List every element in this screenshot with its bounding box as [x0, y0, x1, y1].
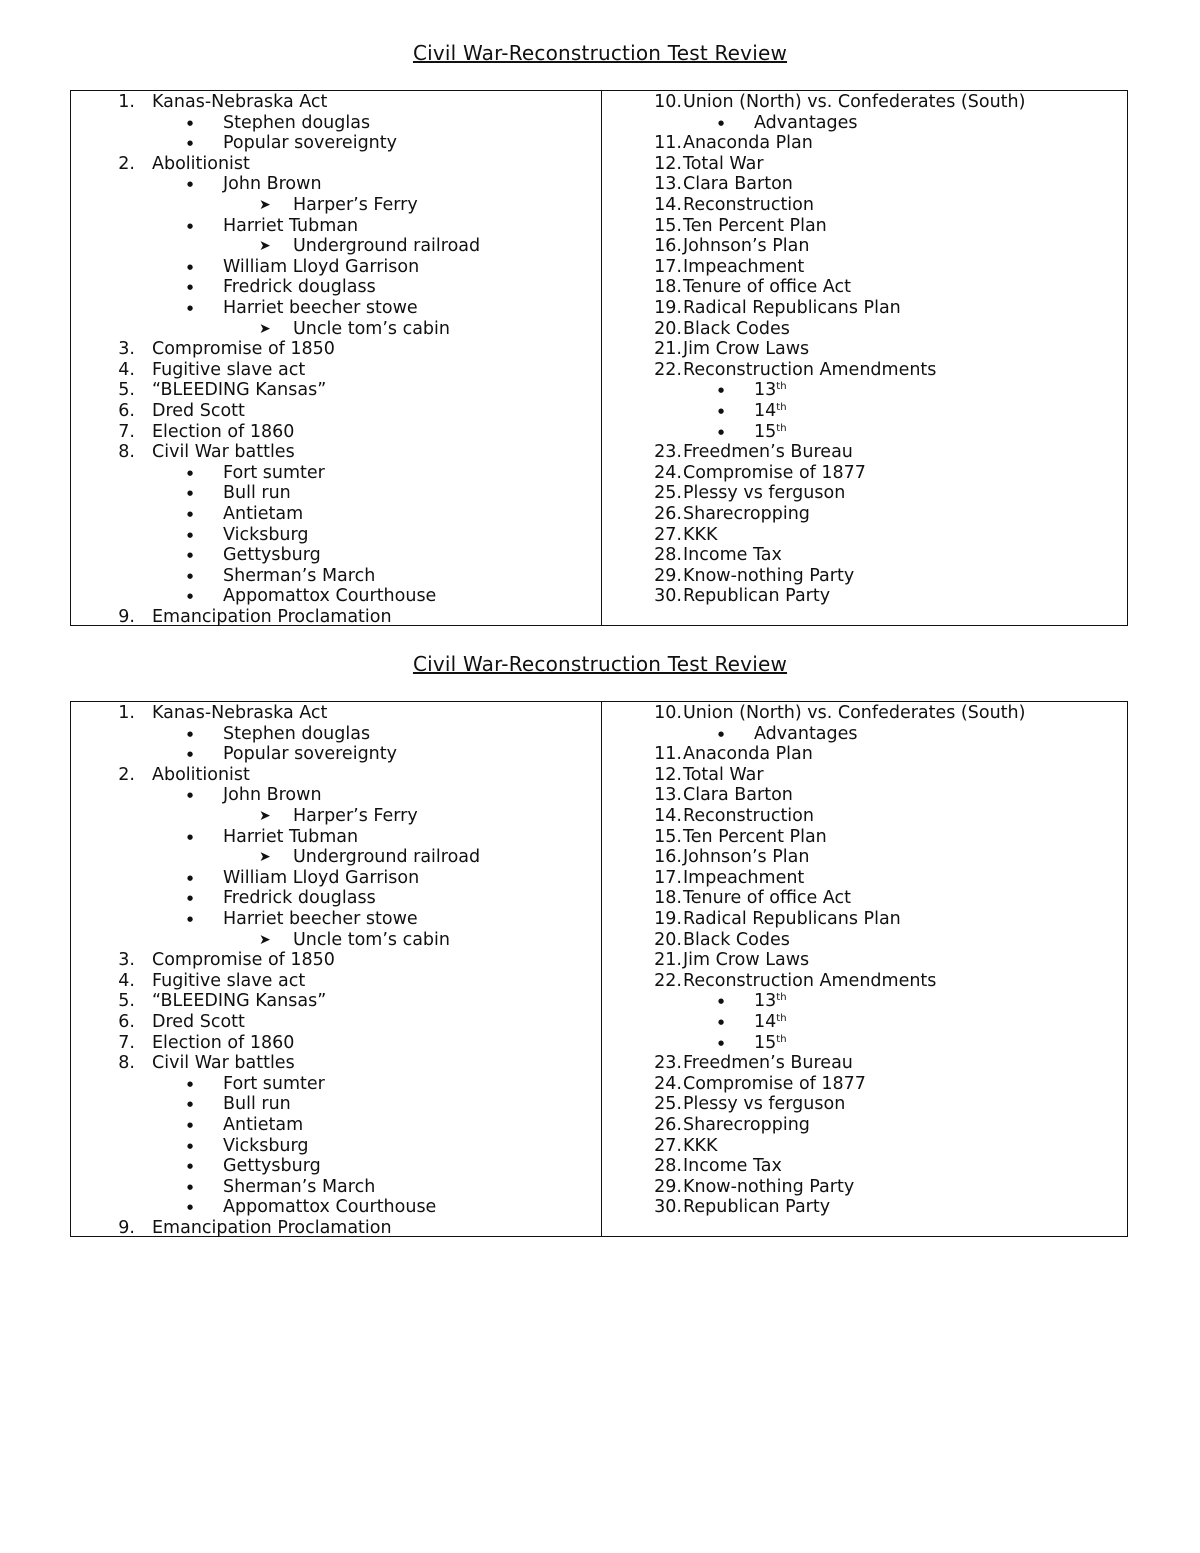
- item-number: 29.: [654, 1176, 682, 1197]
- item-number: 9.: [118, 607, 135, 627]
- item-number: 13.: [654, 174, 682, 195]
- item-number: 8.: [118, 1053, 135, 1074]
- item-number: 24.: [654, 1073, 682, 1094]
- item-number: 2.: [118, 153, 135, 174]
- item-text: Uncle tom’s cabin: [293, 318, 450, 339]
- item-text: Total War: [683, 153, 764, 174]
- item-text-main: Popular sovereignty: [223, 744, 397, 765]
- item-text: Emancipation Proclamation: [152, 1218, 392, 1238]
- item-text: Anaconda Plan: [683, 744, 813, 765]
- bullet-icon: ●: [187, 791, 194, 800]
- item-number: 12.: [654, 153, 682, 174]
- item-number: 21.: [654, 339, 682, 360]
- item-text-main: 13: [754, 991, 777, 1012]
- item-text: “BLEEDING Kansas”: [152, 991, 327, 1012]
- bullet-icon: ●: [718, 407, 725, 415]
- item-text: Fugitive slave act: [152, 970, 306, 991]
- item-number: 30.: [654, 1197, 682, 1218]
- superscript: th: [776, 992, 787, 1004]
- bullet-icon: ●: [187, 571, 194, 580]
- item-text: [223, 1074, 325, 1095]
- item-text: Tenure of office Act: [683, 277, 851, 298]
- item-text: Ten Percent Plan: [683, 215, 827, 236]
- item-text: Uncle tom’s cabin: [293, 929, 450, 950]
- item-text-main: Sherman’s March: [223, 1176, 376, 1197]
- item-text: Dred Scott: [152, 401, 245, 421]
- item-number: 6.: [118, 1012, 135, 1032]
- item-number: 26.: [654, 1115, 682, 1135]
- item-text: Jim Crow Laws: [683, 950, 810, 971]
- item-text: [223, 1094, 291, 1115]
- item-text: Sharecropping: [683, 504, 810, 524]
- item-number: 30.: [654, 586, 682, 607]
- item-text: Ten Percent Plan: [683, 826, 827, 847]
- item-text-main: Bull run: [223, 483, 291, 504]
- item-text: [754, 1033, 787, 1054]
- item-text: Compromise of 1850: [152, 339, 335, 360]
- item-number: 1.: [118, 703, 135, 723]
- item-text: Compromise of 1877: [683, 462, 866, 483]
- item-number: 10.: [654, 703, 682, 723]
- item-text: [223, 463, 325, 484]
- item-text-main: Harriet beecher stowe: [223, 298, 418, 318]
- item-text: Emancipation Proclamation: [152, 607, 392, 627]
- item-number: 2.: [118, 764, 135, 785]
- item-text: Reconstruction Amendments: [683, 970, 937, 991]
- item-text: Freedmen’s Bureau: [683, 1053, 853, 1074]
- left-column: [71, 702, 602, 1236]
- item-text: [223, 566, 375, 587]
- item-text-main: William Lloyd Garrison: [223, 256, 420, 277]
- bullet-icon: ●: [718, 997, 725, 1006]
- item-text: Civil War battles: [152, 442, 295, 463]
- item-text-main: Gettysburg: [223, 545, 321, 566]
- item-text-main: 14: [754, 1012, 777, 1032]
- section-title: Civil War-Reconstruction Test Review: [412, 41, 788, 65]
- item-number: 1.: [118, 92, 135, 112]
- item-number: 14.: [654, 806, 682, 826]
- item-number: 3.: [118, 339, 135, 360]
- item-text: “BLEEDING Kansas”: [152, 380, 327, 401]
- item-number: 7.: [118, 421, 135, 442]
- item-text: Fugitive slave act: [152, 359, 306, 380]
- item-number: 4.: [118, 359, 135, 380]
- item-text-main: Vicksburg: [223, 524, 309, 545]
- item-number: 27.: [654, 524, 682, 545]
- item-number: 10.: [654, 92, 682, 112]
- item-text: Know-nothing Party: [683, 565, 855, 586]
- item-number: 11.: [654, 133, 682, 154]
- item-number: 5.: [118, 991, 135, 1012]
- item-text: Impeachment: [683, 256, 805, 277]
- item-number: 23.: [654, 442, 682, 463]
- item-number: 3.: [118, 950, 135, 971]
- item-text: [223, 113, 370, 134]
- bullet-icon: ●: [718, 1018, 725, 1026]
- item-text: [223, 744, 397, 765]
- bullet-icon: ●: [187, 118, 194, 127]
- item-text-main: 14: [754, 401, 777, 421]
- bullet-icon: ●: [187, 1121, 194, 1129]
- item-text: Johnson’s Plan: [683, 847, 810, 868]
- item-text: [223, 525, 309, 546]
- item-text-main: Harriet Tubman: [223, 826, 359, 847]
- item-text: Black Codes: [683, 318, 790, 339]
- item-text: Abolitionist: [152, 153, 250, 174]
- item-text: [223, 257, 419, 278]
- bullet-icon: ●: [187, 729, 194, 738]
- item-text: Anaconda Plan: [683, 133, 813, 154]
- bullet-icon: ●: [718, 386, 725, 395]
- item-text: [223, 1197, 436, 1218]
- item-number: 22.: [654, 970, 682, 991]
- item-text: [754, 1012, 787, 1033]
- item-number: 17.: [654, 256, 682, 277]
- item-text: [754, 422, 787, 443]
- item-text: [223, 216, 358, 237]
- item-text: [223, 1156, 321, 1177]
- item-text: Republican Party: [683, 586, 831, 607]
- bullet-icon: ●: [187, 530, 194, 539]
- item-text: [223, 909, 418, 930]
- item-text: Jim Crow Laws: [683, 339, 810, 360]
- item-text: Dred Scott: [152, 1012, 245, 1032]
- item-text: Election of 1860: [152, 1032, 295, 1053]
- section-title: Civil War-Reconstruction Test Review: [412, 652, 788, 676]
- bullet-icon: ●: [187, 915, 194, 923]
- bullet-icon: ●: [187, 139, 194, 148]
- item-number: 15.: [654, 215, 682, 236]
- item-number: 20.: [654, 929, 682, 950]
- item-text: [754, 401, 787, 422]
- item-text-main: Advantages: [754, 723, 858, 744]
- bullet-icon: ●: [187, 283, 194, 292]
- item-text-main: Stephen douglas: [223, 723, 371, 744]
- bullet-icon: ●: [187, 304, 194, 312]
- arrow-bullet-icon: ➤: [259, 238, 271, 255]
- bullet-icon: ●: [718, 427, 725, 436]
- bullet-icon: ●: [187, 1162, 194, 1171]
- bullet-icon: ●: [187, 1100, 194, 1109]
- item-number: 17.: [654, 867, 682, 888]
- superscript: th: [776, 1033, 787, 1045]
- item-text: Radical Republicans Plan: [683, 298, 901, 318]
- arrow-bullet-icon: ➤: [259, 320, 271, 337]
- item-number: 25.: [654, 1094, 682, 1115]
- item-number: 15.: [654, 826, 682, 847]
- superscript: th: [776, 381, 787, 393]
- bullet-icon: ●: [718, 118, 725, 127]
- item-text-main: 15: [754, 1032, 777, 1053]
- item-text: Compromise of 1850: [152, 950, 335, 971]
- item-text-main: Vicksburg: [223, 1135, 309, 1156]
- bullet-icon: ●: [187, 894, 194, 903]
- item-number: 13.: [654, 785, 682, 806]
- item-text: Tenure of office Act: [683, 888, 851, 909]
- item-text: Kanas-Nebraska Act: [152, 703, 328, 723]
- item-text: [754, 724, 858, 745]
- item-text: Know-nothing Party: [683, 1176, 855, 1197]
- bullet-icon: ●: [187, 832, 194, 841]
- item-text: Reconstruction Amendments: [683, 359, 937, 380]
- item-text-main: Harriet Tubman: [223, 215, 359, 236]
- item-number: 22.: [654, 359, 682, 380]
- item-text-main: Harriet beecher stowe: [223, 909, 418, 929]
- item-text-main: Antietam: [223, 504, 304, 524]
- right-column: [602, 91, 1127, 625]
- bullet-icon: ●: [187, 1079, 194, 1088]
- item-number: 19.: [654, 909, 682, 929]
- bullet-icon: ●: [187, 468, 194, 477]
- item-text: Clara Barton: [683, 174, 793, 195]
- item-text: [223, 868, 419, 889]
- item-number: 16.: [654, 236, 682, 257]
- item-text: [223, 724, 370, 745]
- bullet-icon: ●: [187, 750, 194, 759]
- item-number: 11.: [654, 744, 682, 765]
- item-text: [223, 888, 376, 909]
- item-number: 26.: [654, 504, 682, 524]
- item-number: 24.: [654, 462, 682, 483]
- item-number: 29.: [654, 565, 682, 586]
- bullet-icon: ●: [187, 1182, 194, 1191]
- superscript: th: [776, 1013, 787, 1024]
- item-number: 5.: [118, 380, 135, 401]
- item-text: [223, 586, 436, 607]
- item-text: [223, 174, 322, 195]
- bullet-icon: ●: [187, 873, 194, 882]
- item-text: [754, 380, 787, 401]
- superscript: th: [776, 402, 787, 413]
- item-number: 14.: [654, 195, 682, 215]
- item-number: 20.: [654, 318, 682, 339]
- bullet-icon: ●: [187, 262, 194, 271]
- item-text-main: 15: [754, 421, 777, 442]
- item-number: 18.: [654, 888, 682, 909]
- item-text: [754, 113, 858, 134]
- item-text: [223, 298, 418, 319]
- item-text: Union (North) vs. Confederates (South): [683, 92, 1026, 112]
- item-text: Harper’s Ferry: [293, 195, 418, 215]
- item-text: KKK: [683, 1135, 718, 1156]
- item-text: Republican Party: [683, 1197, 831, 1218]
- item-number: 21.: [654, 950, 682, 971]
- item-text: Plessy vs ferguson: [683, 1094, 846, 1115]
- item-text-main: Fort sumter: [223, 1073, 325, 1094]
- review-table: [70, 90, 1128, 626]
- item-text: Sharecropping: [683, 1115, 810, 1135]
- item-text-main: Gettysburg: [223, 1156, 321, 1177]
- item-text: [223, 483, 291, 504]
- item-text-main: Bull run: [223, 1094, 291, 1115]
- left-column: [71, 91, 602, 625]
- item-text-main: Advantages: [754, 112, 858, 133]
- arrow-bullet-icon: ➤: [259, 931, 271, 948]
- bullet-icon: ●: [187, 551, 194, 560]
- item-number: 28.: [654, 1156, 682, 1177]
- item-number: 18.: [654, 277, 682, 298]
- item-text: Union (North) vs. Confederates (South): [683, 703, 1026, 723]
- right-column: [602, 702, 1127, 1236]
- item-text-main: Appomattox Courthouse: [223, 586, 437, 607]
- item-text: Reconstruction: [683, 195, 814, 215]
- item-number: 9.: [118, 1218, 135, 1238]
- item-text: [223, 1115, 303, 1136]
- item-text: Harper’s Ferry: [293, 806, 418, 826]
- item-text-main: John Brown: [223, 785, 322, 806]
- item-text: Underground railroad: [293, 847, 481, 868]
- item-text-main: 13: [754, 380, 777, 401]
- item-text: Clara Barton: [683, 785, 793, 806]
- item-text-main: Antietam: [223, 1115, 304, 1135]
- bullet-icon: ●: [718, 1038, 725, 1047]
- item-text: [223, 827, 358, 848]
- item-text: [223, 1136, 309, 1157]
- item-text: Impeachment: [683, 867, 805, 888]
- item-text-main: William Lloyd Garrison: [223, 867, 420, 888]
- item-text: Income Tax: [683, 1156, 782, 1177]
- item-number: 7.: [118, 1032, 135, 1053]
- item-text-main: Fredrick douglass: [223, 277, 376, 298]
- item-text: [223, 545, 321, 566]
- item-text-main: Fredrick douglass: [223, 888, 376, 909]
- item-number: 28.: [654, 545, 682, 566]
- arrow-bullet-icon: ➤: [259, 197, 271, 213]
- item-text: [754, 991, 787, 1012]
- item-number: 25.: [654, 483, 682, 504]
- item-text-main: John Brown: [223, 174, 322, 195]
- item-text: Reconstruction: [683, 806, 814, 826]
- item-text-main: Popular sovereignty: [223, 133, 397, 154]
- item-text: [223, 1177, 375, 1198]
- item-number: 8.: [118, 442, 135, 463]
- item-text: Johnson’s Plan: [683, 236, 810, 257]
- item-text: KKK: [683, 524, 718, 545]
- item-text: Black Codes: [683, 929, 790, 950]
- item-text: Income Tax: [683, 545, 782, 566]
- item-text-main: Appomattox Courthouse: [223, 1197, 437, 1218]
- item-text: Radical Republicans Plan: [683, 909, 901, 929]
- item-number: 16.: [654, 847, 682, 868]
- item-text: Abolitionist: [152, 764, 250, 785]
- bullet-icon: ●: [187, 180, 194, 189]
- item-number: 19.: [654, 298, 682, 318]
- bullet-icon: ●: [187, 1141, 194, 1150]
- item-number: 6.: [118, 401, 135, 421]
- review-table: [70, 701, 1128, 1237]
- item-text: Compromise of 1877: [683, 1073, 866, 1094]
- bullet-icon: ●: [187, 221, 194, 230]
- superscript: th: [776, 422, 787, 434]
- bullet-icon: ●: [187, 510, 194, 518]
- item-text: Plessy vs ferguson: [683, 483, 846, 504]
- item-number: 23.: [654, 1053, 682, 1074]
- arrow-bullet-icon: ➤: [259, 849, 271, 866]
- arrow-bullet-icon: ➤: [259, 808, 271, 824]
- item-text: Election of 1860: [152, 421, 295, 442]
- item-number: 4.: [118, 970, 135, 991]
- item-text: [223, 504, 303, 525]
- item-number: 12.: [654, 764, 682, 785]
- item-number: 27.: [654, 1135, 682, 1156]
- bullet-icon: ●: [718, 729, 725, 738]
- item-text: Civil War battles: [152, 1053, 295, 1074]
- item-text: Freedmen’s Bureau: [683, 442, 853, 463]
- bullet-icon: ●: [187, 592, 194, 601]
- item-text-main: Stephen douglas: [223, 112, 371, 133]
- item-text: [223, 133, 397, 154]
- item-text-main: Fort sumter: [223, 462, 325, 483]
- bullet-icon: ●: [187, 1203, 194, 1212]
- item-text: Underground railroad: [293, 236, 481, 257]
- item-text-main: Sherman’s March: [223, 565, 376, 586]
- item-text: [223, 785, 322, 806]
- bullet-icon: ●: [187, 489, 194, 498]
- item-text: Kanas-Nebraska Act: [152, 92, 328, 112]
- item-text: [223, 277, 376, 298]
- item-text: Total War: [683, 764, 764, 785]
